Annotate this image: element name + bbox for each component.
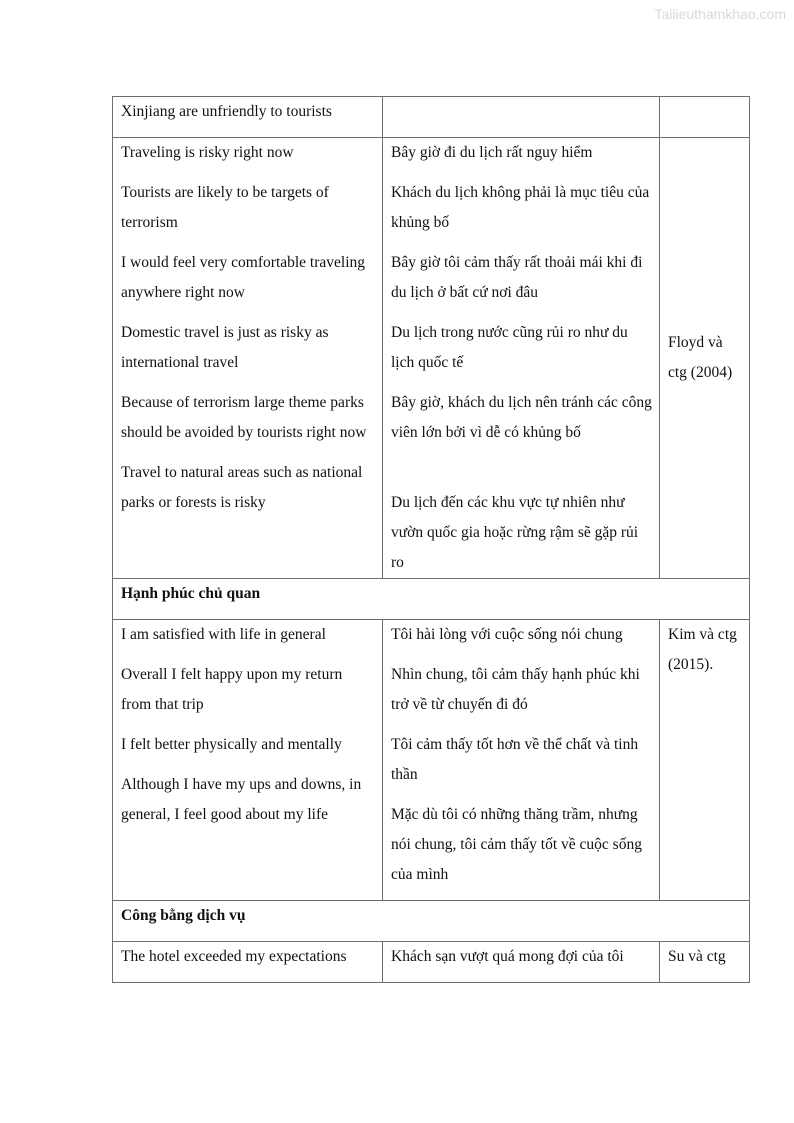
vietnamese-item: Khách sạn vượt quá mong đợi của tôi xyxy=(391,948,624,965)
english-item: Traveling is risky right now xyxy=(121,144,294,161)
vietnamese-item: Tôi cảm thấy tốt hơn về thể chất và tinh thần xyxy=(391,736,639,783)
source-citation: Floyd và ctg (2004) xyxy=(668,334,733,381)
vietnamese-item: Bây giờ tôi cảm thấy rất thoải mái khi đi du lịch ở bất cứ nơi đâu xyxy=(391,254,643,301)
english-cell xyxy=(113,942,383,983)
english-item: Tourists are likely to be targets of terrorism xyxy=(121,184,329,231)
source-cell xyxy=(660,138,750,579)
vietnamese-cell xyxy=(383,620,660,901)
source-citation: Kim và ctg (2015). xyxy=(668,626,737,673)
source-cell xyxy=(660,97,750,138)
source-cell xyxy=(660,942,750,983)
table-row xyxy=(113,620,750,901)
vietnamese-item: Mặc dù tôi có những thăng trầm, nhưng nói chung, tôi cảm thấy tốt về cuộc sống của mình xyxy=(391,806,642,883)
english-item: I am satisfied with life in general xyxy=(121,626,326,643)
english-item: Xinjiang are unfriendly to tourists xyxy=(121,103,332,120)
vietnamese-cell xyxy=(383,138,660,579)
vietnamese-cell xyxy=(383,942,660,983)
measurement-scale-table xyxy=(112,96,750,983)
english-cell xyxy=(113,620,383,901)
source-cell xyxy=(660,620,750,901)
vietnamese-item: Tôi hài lòng với cuộc sống nói chung xyxy=(391,626,623,643)
section-title: Công bằng dịch vụ xyxy=(113,901,750,942)
table-row xyxy=(113,138,750,579)
table-row xyxy=(113,97,750,138)
watermark: Tailieuthamkhao.com xyxy=(654,6,786,22)
section-header-row xyxy=(113,901,750,942)
vietnamese-item: Du lịch trong nước cũng rủi ro như du lịch quốc tế xyxy=(391,324,628,371)
vietnamese-item: Bây giờ đi du lịch rất nguy hiểm xyxy=(391,144,593,161)
english-item: Although I have my ups and downs, in general, I feel good about my life xyxy=(121,776,362,823)
vietnamese-item: Khách du lịch không phải là mục tiêu của khủng bố xyxy=(391,184,650,231)
vietnamese-item: Bây giờ, khách du lịch nên tránh các công viên lớn bởi vì dễ có khủng bố xyxy=(391,394,652,441)
source-citation: Su và ctg xyxy=(668,948,726,965)
vietnamese-item: Nhìn chung, tôi cảm thấy hạnh phúc khi trở về từ chuyến đi đó xyxy=(391,666,640,713)
english-item: I would feel very comfortable traveling anywhere right now xyxy=(121,254,366,301)
section-header-row xyxy=(113,579,750,620)
section-title: Hạnh phúc chủ quan xyxy=(113,579,750,620)
english-item: Because of terrorism large theme parks should be avoided by tourists right now xyxy=(121,394,367,441)
english-item: Domestic travel is just as risky as international travel xyxy=(121,324,329,371)
english-item: Travel to natural areas such as national parks or forests is risky xyxy=(121,464,363,511)
table-row xyxy=(113,942,750,983)
english-item: I felt better physically and mentally xyxy=(121,736,342,753)
english-item: Overall I felt happy upon my return from that trip xyxy=(121,666,343,713)
english-item: The hotel exceeded my expectations xyxy=(121,948,347,965)
english-cell xyxy=(113,97,383,138)
vietnamese-item: Du lịch đến các khu vực tự nhiên như vườn quốc gia hoặc rừng rậm sẽ gặp rủi ro xyxy=(391,494,639,571)
vietnamese-cell xyxy=(383,97,660,138)
english-cell xyxy=(113,138,383,579)
